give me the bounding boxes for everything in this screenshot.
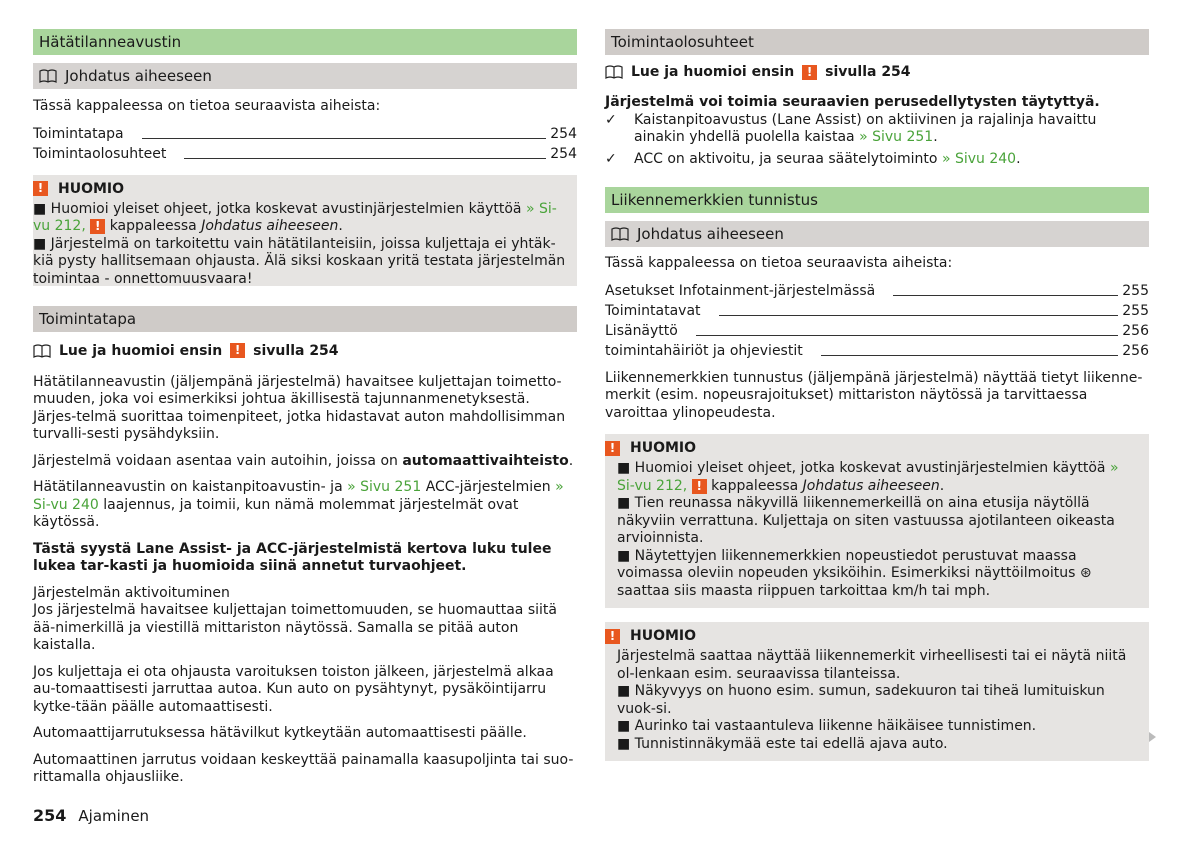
- page-link[interactable]: » Si-vu 212,: [33, 200, 557, 234]
- paragraph: Jos järjestelmä havaitsee kuljettajan toimettomuuden, se huomauttaa siitä ää-nimerkillä ja viestillä mittariston näytössä. Samalla se pitää auton kaistalla.: [33, 602, 557, 653]
- toc-leader: [142, 138, 547, 139]
- page-link[interactable]: » Si-vu 212,: [617, 460, 1119, 494]
- book-icon: [33, 344, 51, 358]
- intro-heading-text: Johdatus aiheeseen: [637, 225, 784, 243]
- book-icon: [39, 69, 57, 83]
- warning-text: ■ Aurinko tai vastaantuleva liikenne häikäisee tunnistimen.: [617, 718, 1037, 734]
- paragraph: Automaattijarrutuksessa hätävilkut kytkeytään automaattisesti päälle.: [33, 725, 527, 741]
- toc-leader: [821, 355, 1119, 356]
- warning-box: [605, 622, 1149, 761]
- page-number: 254: [33, 806, 67, 825]
- page-link[interactable]: » Sivu 251: [859, 129, 934, 145]
- paragraph-text: laajennus, ja toimii, kun nämä molemmat järjestelmät ovat käytössä.: [33, 496, 519, 530]
- warning-icon: !: [692, 479, 707, 494]
- intro-text: Tässä kappaleessa on tietoa seuraavista aiheista:: [33, 98, 381, 114]
- intro-text: Tässä kappaleessa on tietoa seuraavista aiheista:: [605, 255, 953, 271]
- warning-text: ■ Järjestelmä on tarkoitettu vain hätätilanteisiin, joissa kuljettaja ei yhtäk-kiä pysty hallitsemaan ohjausta. Älä siksi koskaan yritä testata järjestelmän toimintaa - onnettomuusvaara!: [33, 235, 566, 287]
- paragraph: [33, 479, 577, 532]
- warning-text-italic: Johdatus aiheeseen: [201, 218, 339, 234]
- warning-body: [605, 648, 1139, 753]
- toc-leader: [719, 315, 1119, 316]
- paragraph-text: Järjestelmä voidaan asentaa vain autoihin, joissa on: [33, 452, 398, 469]
- warning-text: ■ Tien reunassa näkyvillä liikennemerkeillä on aina etusija näytöllä näkyviin verrattuna. Kuljettaja on siten vastuussa ajotilanteen oikeasta arvioinnista.: [617, 495, 1115, 546]
- paragraph-text: Hätätilanneavustin on kaistanpitoavustin- ja: [33, 479, 343, 495]
- intro-heading: [33, 63, 577, 89]
- toc-label: Lisänäyttö: [605, 322, 678, 339]
- toc-row[interactable]: [605, 341, 1149, 361]
- warning-title: [605, 440, 1139, 456]
- section-title-conditions: Toimintaolosuhteet: [605, 29, 1149, 55]
- warning-box: [605, 434, 1149, 608]
- intro-heading-text: Johdatus aiheeseen: [65, 67, 212, 85]
- continue-arrow-icon: [1149, 732, 1156, 742]
- check-icon: ✓: [605, 111, 617, 128]
- read-first-note: [33, 342, 577, 360]
- warning-title: [605, 628, 1139, 644]
- warning-text: ■ Huomioi yleiset ohjeet, jotka koskevat avustinjärjestelmien käyttöä: [33, 200, 522, 217]
- chapter-name: Ajaminen: [78, 807, 150, 825]
- warning-icon: !: [605, 441, 620, 456]
- paragraph: Automaattinen jarrutus voidaan keskeyttää painamalla kaasupoljinta tai suo-rittamalla ohjausliike.: [33, 751, 574, 785]
- read-first-text: Lue ja huomioi ensin: [59, 342, 223, 359]
- toc-label: Toimintatavat: [605, 302, 701, 319]
- warning-body: ■ Huomioi yleiset ohjeet, jotka koskevat avustinjärjestelmien käyttöä » Si-vu 212, ! kappaleessa Johdatus aiheeseen. ■ Järjestelmä on tarkoitettu vain hätätilanteisiin, joissa kuljettaja ei yhtäk-kiä pysty hallitsemaan ohjausta. Älä siksi koskaan yritä testata järjestelmän toimintaa - onnettomuusvaara!: [33, 200, 566, 287]
- read-first-note: [605, 63, 1149, 81]
- warning-icon: !: [90, 219, 105, 234]
- warning-body: ■ Huomioi yleiset ohjeet, jotka koskevat avustinjärjestelmien käyttöä » Si-vu 212, ! kappaleessa Johdatus aiheeseen. ■ Tien reunassa näkyvillä liikennemerkeillä on aina etusija näytöllä näkyviin verrattuna. Kuljettaja on siten vastuussa ajotilanteen oikeasta arvioinnista. ■ Näytettyjen liikennemerkkien nopeustiedot perustuvat maassa voimassa oleviin nopeuden yksiköihin. Esimerkiksi näyttöilmoitus ⊛ saattaa siis maasta riippuen tarkoittaa km/h tai mph.: [605, 460, 1139, 600]
- warning-icon: !: [33, 181, 48, 196]
- warning-text: ■ Näkyvyys on huono esim. sumun, sadekuuron tai tiheä lumituiskun vuok-si.: [617, 683, 1105, 717]
- toc-label: toimintahäiriöt ja ohjeviestit: [605, 342, 803, 359]
- page-link[interactable]: » Si-vu 240: [33, 479, 564, 513]
- warning-text: kappaleessa: [711, 477, 799, 494]
- warning-text: ■ Näytettyjen liikennemerkkien nopeustiedot perustuvat maassa voimassa oleviin nopeuden yksiköihin. Esimerkiksi näyttöilmoitus ⊛ saattaa siis maasta riippuen tarkoittaa km/h tai mph.: [617, 547, 1092, 599]
- warning-text: Järjestelmä saattaa näyttää liikennemerkit virheellisesti tai ei näytä niitä ol-lenkaan esim. seuraavissa tilanteissa.: [617, 648, 1127, 682]
- warning-title: [33, 181, 567, 197]
- read-first-page[interactable]: sivulla 254: [253, 342, 339, 359]
- page-link[interactable]: » Sivu 240: [941, 150, 1017, 167]
- left-column: [33, 29, 577, 787]
- toc-label: Toimintaolosuhteet: [33, 145, 167, 162]
- warning-icon: !: [802, 65, 817, 80]
- toc-row[interactable]: [33, 144, 577, 164]
- condition-text: Kaistanpitoavustus (Lane Assist) on aktiivinen ja rajalinja havaittu ainakin yhdellä puolella kaistaa » Sivu 251.: [634, 111, 1097, 145]
- warning-icon: !: [605, 629, 620, 644]
- conditions-title: Järjestelmä voi toimia seuraavien perusedellytysten täytyttyä.: [605, 94, 1100, 110]
- condition-item: [605, 151, 1149, 169]
- toc-row[interactable]: [605, 321, 1149, 341]
- warning-title-text: HUOMIO: [630, 628, 697, 644]
- check-icon: ✓: [605, 150, 617, 167]
- warning-title-text: HUOMIO: [58, 180, 125, 197]
- page-link[interactable]: » Sivu 251: [347, 479, 422, 495]
- warning-title-text: HUOMIO: [630, 440, 697, 456]
- paragraph: Järjestelmä voidaan asentaa vain autoihin, joissa on automaattivaihteisto.: [33, 452, 574, 469]
- paragraph-bold: automaattivaihteisto: [402, 452, 569, 469]
- warning-text: kappaleessa: [109, 218, 197, 234]
- toc-row[interactable]: [33, 124, 577, 144]
- book-icon: [605, 65, 623, 79]
- toc-page: 254: [550, 145, 577, 162]
- warning-icon: !: [230, 343, 245, 358]
- toc-page: 254: [550, 125, 577, 142]
- warning-text-italic: Johdatus aiheeseen: [802, 477, 940, 494]
- toc-page: 256: [1122, 322, 1149, 339]
- condition-text: ACC on aktivoitu, ja seuraa säätelytoiminto » Sivu 240.: [634, 150, 1021, 167]
- paragraph-bold: Tästä syystä Lane Assist- ja ACC-järjestelmistä kertova luku tulee lukea tar-kasti ja huomioida siinä annetut turvaohjeet.: [33, 540, 552, 574]
- toc-page: 255: [1122, 302, 1149, 319]
- section-title-traffic-sign: Liikennemerkkien tunnistus: [605, 187, 1149, 213]
- toc-leader: [893, 295, 1118, 296]
- toc-label: Toimintatapa: [33, 125, 124, 142]
- page-footer: [33, 806, 149, 825]
- right-column: [605, 29, 1149, 761]
- condition-text-part: Kaistanpitoavustus (Lane Assist) on aktiivinen ja rajalinja havaittu ainakin yhdellä puolella kaistaa: [634, 111, 1097, 145]
- toc-page: 256: [1122, 342, 1149, 359]
- toc-label: Asetukset Infotainment-järjestelmässä: [605, 282, 876, 299]
- section-title-operation: Toimintatapa: [33, 306, 577, 332]
- read-first-page[interactable]: sivulla 254: [825, 64, 911, 80]
- toc-leader: [184, 158, 546, 159]
- toc-row[interactable]: [605, 301, 1149, 321]
- toc-leader: [696, 335, 1118, 336]
- section-title-emergency-assist: Hätätilanneavustin: [33, 29, 577, 55]
- paragraph: Liikennemerkkien tunnustus (jäljempänä järjestelmä) näyttää tietyt liikenne-merkit (esim. nopeusrajoitukset) mittariston näytössä ja tarvittaessa varoittaa ylinopeudesta.: [605, 369, 1143, 421]
- paragraph-text: ACC-järjestelmien: [425, 479, 551, 495]
- condition-text-part: ACC on aktivoitu, ja seuraa säätelytoiminto: [634, 150, 938, 167]
- warning-text: ■ Huomioi yleiset ohjeet, jotka koskevat avustinjärjestelmien käyttöä: [617, 460, 1106, 476]
- warning-box: [33, 175, 577, 286]
- warning-text: ■ Tunnistinnäkymää este tai edellä ajava auto.: [617, 735, 948, 752]
- book-icon: [611, 227, 629, 241]
- condition-item: [605, 112, 1149, 147]
- toc-page: 255: [1122, 282, 1149, 299]
- read-first-text: Lue ja huomioi ensin: [631, 64, 795, 80]
- subheading: Järjestelmän aktivoituminen: [33, 584, 230, 601]
- paragraph: Jos kuljettaja ei ota ohjausta varoituksen toiston jälkeen, järjestelmä alkaa au-tomaattisesti jarruttaa autoa. Kun auto on pysähtynyt, pysäköintijarru kytke-tään päälle automaattisesti.: [33, 663, 554, 715]
- toc-row[interactable]: [605, 281, 1149, 301]
- intro-heading: [605, 221, 1149, 247]
- paragraph: Hätätilanneavustin (jäljempänä järjestelmä) havaitsee kuljettajan toimetto-muuden, joka voi esimerkiksi johtua äkillisestä tajunnanmenetyksestä. Järjes-telmä suorittaa toimenpiteet, jotka hidastavat auton mahdollisimman turvalli-sesti pysähdyksiin.: [33, 373, 566, 442]
